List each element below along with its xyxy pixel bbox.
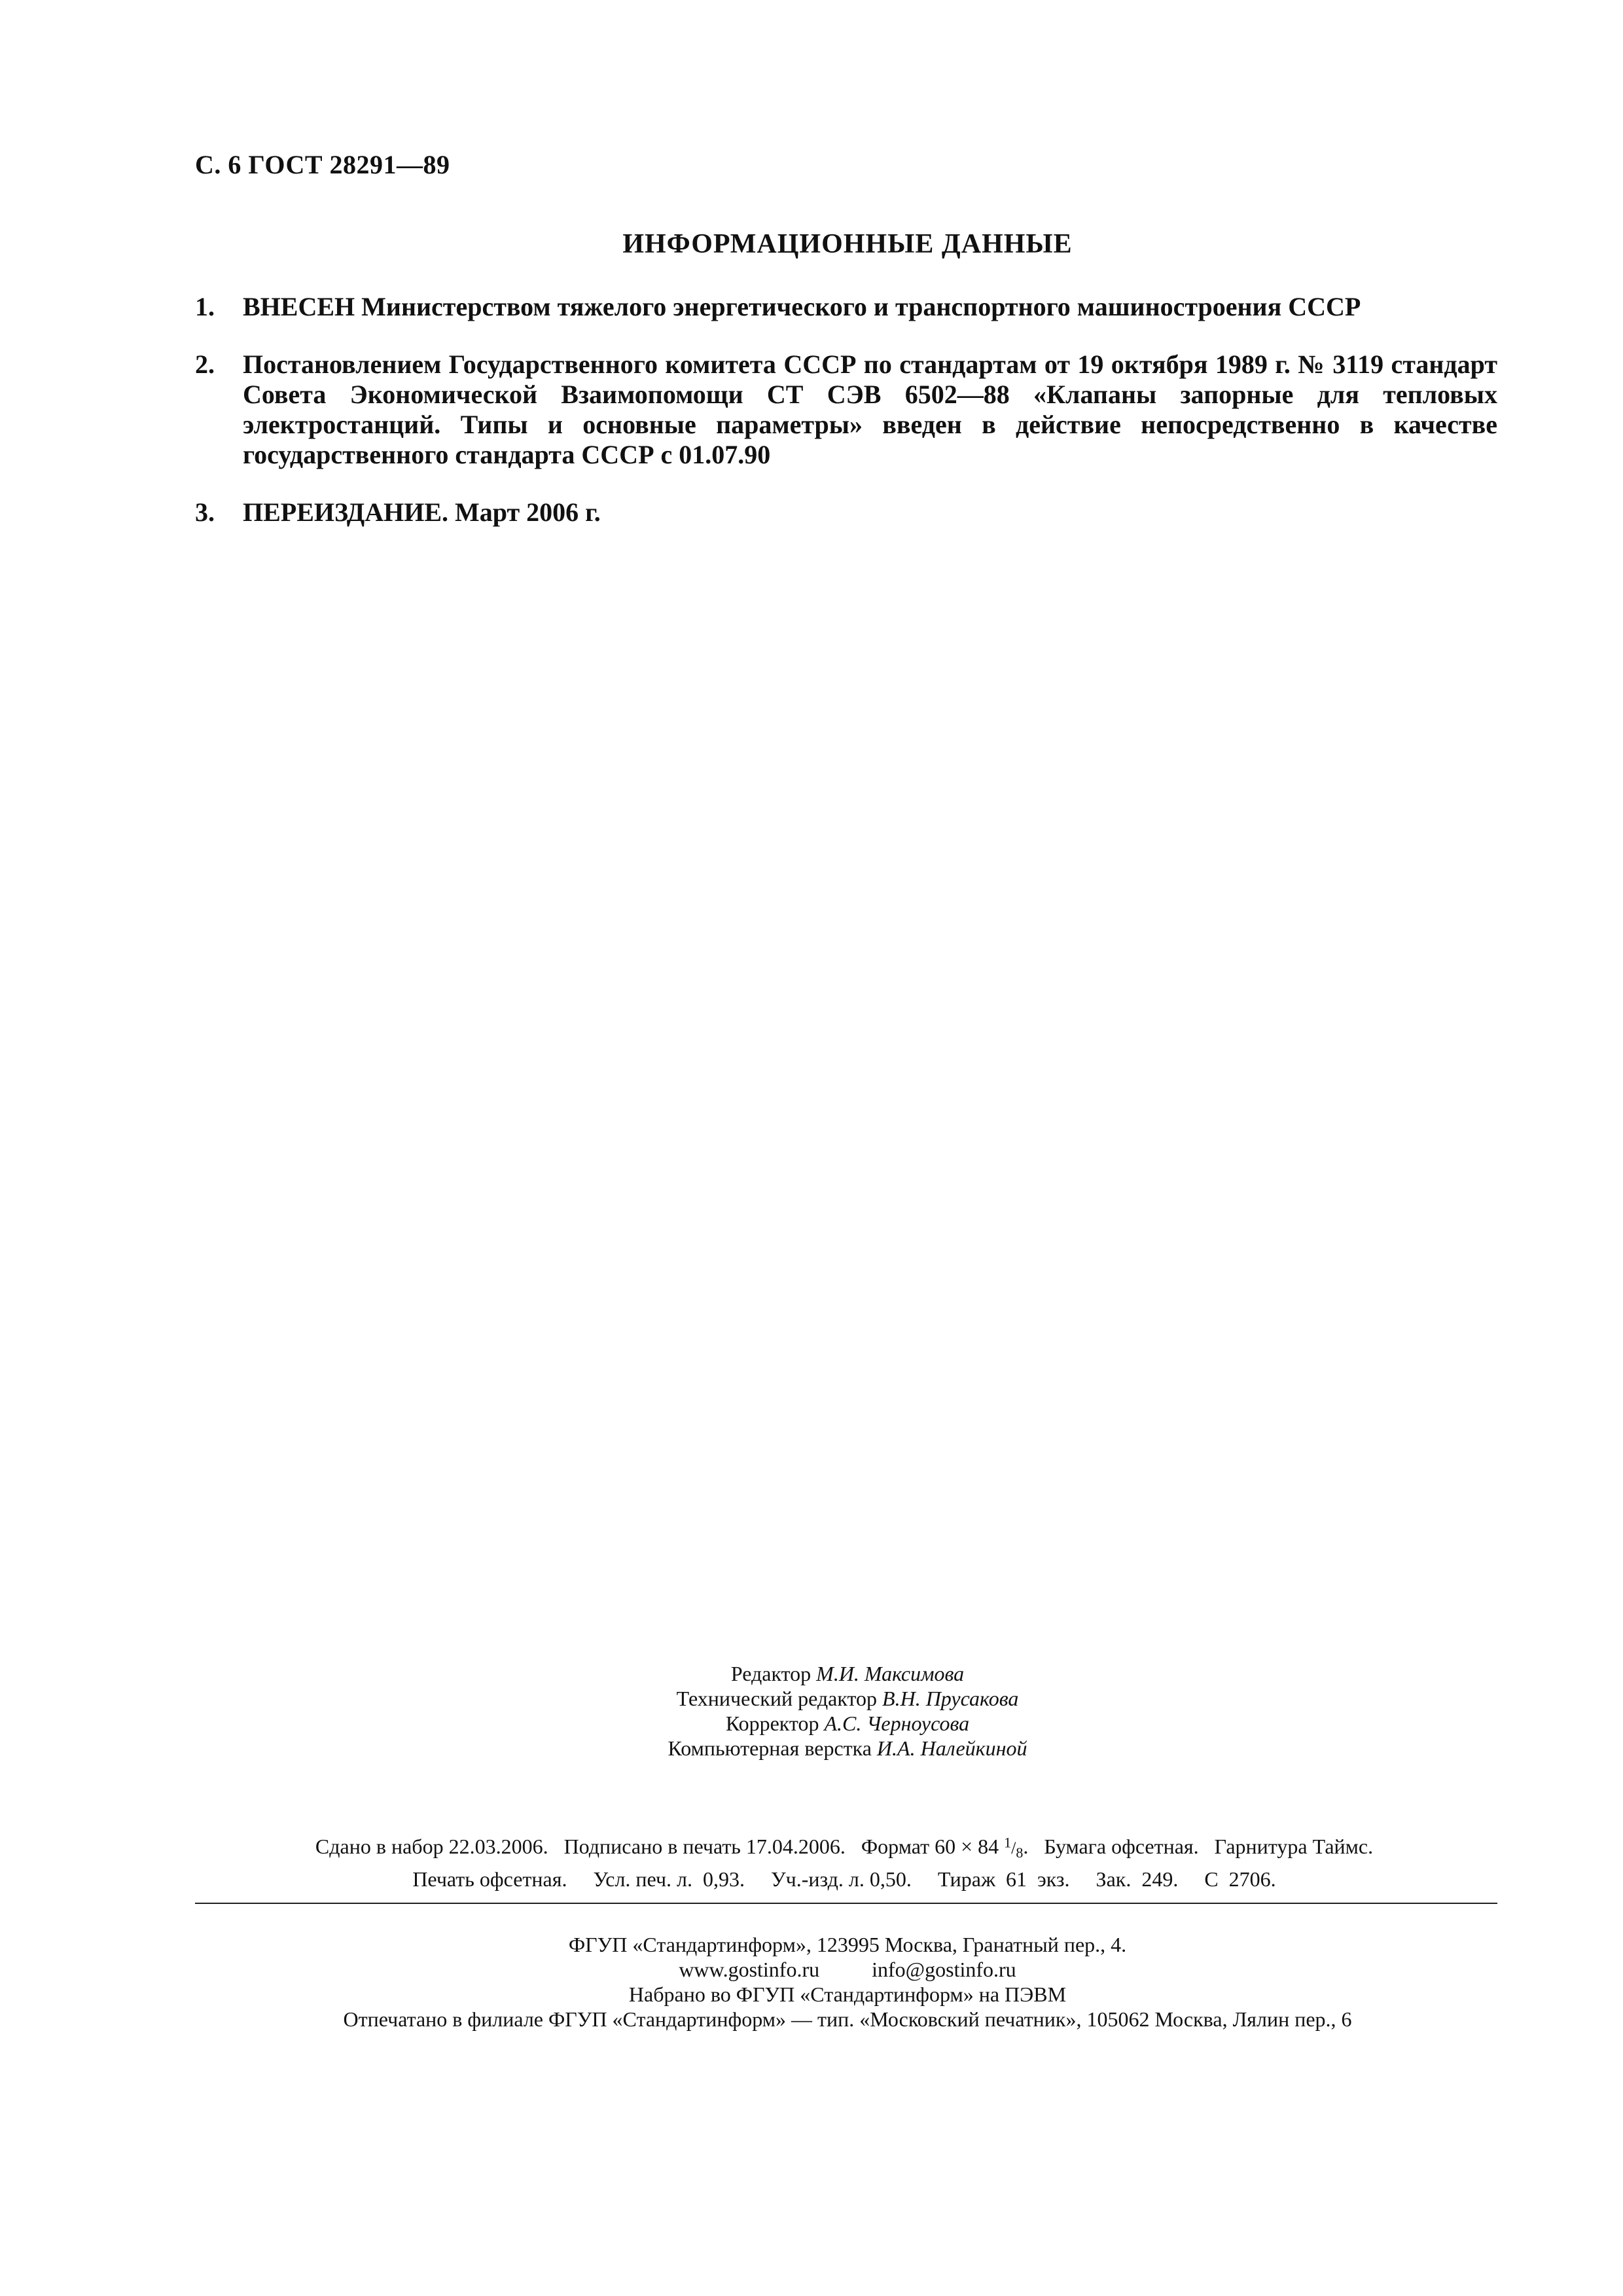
info-items-list xyxy=(195,292,1497,555)
credit-proofreader xyxy=(0,1711,1623,1736)
credit-role: Технический редактор xyxy=(676,1687,878,1710)
credit-name: А.С. Черноусова xyxy=(824,1712,970,1735)
credit-name: В.Н. Прусакова xyxy=(882,1687,1019,1710)
publisher-contacts: www.gostinfo.ru info@gostinfo.ru xyxy=(679,1958,1016,1981)
credits-block xyxy=(0,1661,1623,1761)
publisher-typeset: Набрано во ФГУП «Стандартинформ» на ПЭВМ xyxy=(628,1982,1067,2006)
credit-role: Корректор xyxy=(725,1712,819,1735)
print-info-line-2: Печать офсетная. Усл. печ. л. 0,93. Уч.-изд. л. 0,50. Тираж 61 экз. Зак. 249. С 2706. xyxy=(412,1867,1276,1891)
credit-role: Редактор xyxy=(730,1662,812,1685)
info-item-2 xyxy=(195,350,1497,470)
info-item-text: ПЕРЕИЗДАНИЕ. Март 2006 г. xyxy=(243,497,601,527)
credit-layout xyxy=(0,1736,1623,1761)
credit-role: Компьютерная верстка xyxy=(668,1736,872,1760)
credit-name: М.И. Максимова xyxy=(816,1662,965,1685)
info-item-number: 3. xyxy=(195,497,215,527)
print-info xyxy=(0,1829,1623,1892)
format-denominator: 8 xyxy=(1016,1844,1024,1861)
print-info-text: . Бумага офсетная. Гарнитура Таймс. xyxy=(1023,1834,1374,1858)
publisher-block xyxy=(0,1932,1623,2032)
page-header: С. 6 ГОСТ 28291—89 xyxy=(195,150,450,179)
credit-technical-editor xyxy=(0,1686,1623,1711)
format-fraction: $^1/_8$ xyxy=(1004,1834,1024,1861)
credit-name: И.А. Налейкиной xyxy=(876,1736,1027,1760)
publisher-address: ФГУП «Стандартинформ», 123995 Москва, Гранатный пер., 4. xyxy=(568,1933,1127,1956)
info-item-3 xyxy=(195,497,1497,528)
divider xyxy=(195,1903,1497,1904)
info-item-number: 1. xyxy=(195,292,215,321)
print-info-text: Сдано в набор 22.03.2006. Подписано в печать 17.04.2006. Формат 60 × 84 xyxy=(315,1834,1005,1858)
section-title: ИНФОРМАЦИОННЫЕ ДАННЫЕ xyxy=(622,229,1073,259)
format-numerator: 1 xyxy=(1004,1834,1012,1850)
publisher-printed: Отпечатано в филиале ФГУП «Стандартинформ» — тип. «Московский печатник», 105062 Москва, Лялин пер., 6 xyxy=(343,2007,1352,2031)
print-info-line-1 xyxy=(315,1834,1374,1861)
info-item-text: Постановлением Государственного комитета СССР по стандартам от 19 октября 1989 г. № 3119 стандарт Совета Экономической Взаимопомощи СТ СЭВ 6502—88 «Клапаны запорные для тепловых электростанций. Типы и основные параметры» введен в действие непосредственно в качестве государственного стандарта СССР с 01.07.90 xyxy=(243,350,1497,469)
info-item-1 xyxy=(195,292,1497,322)
credit-editor xyxy=(0,1661,1623,1686)
info-item-text: ВНЕСЕН Министерством тяжелого энергетического и транспортного машиностроения СССР xyxy=(243,292,1361,321)
info-item-number: 2. xyxy=(195,350,215,379)
